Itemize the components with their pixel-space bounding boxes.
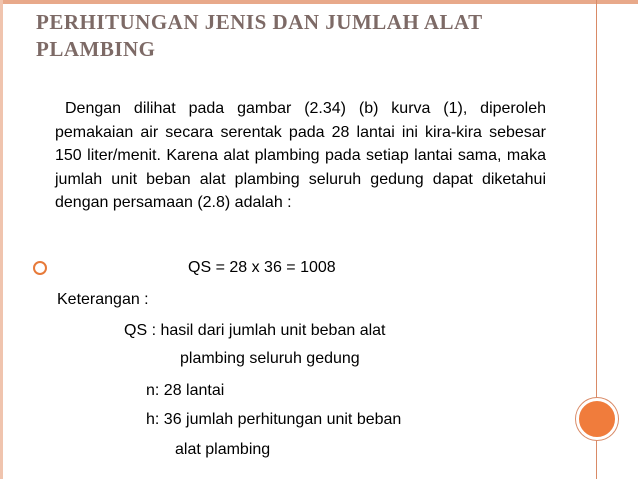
- qs-description: QS : hasil dari jumlah unit beban alat: [124, 322, 386, 339]
- keterangan-label: Keterangan :: [57, 291, 149, 308]
- equation: QS = 28 x 36 = 1008: [188, 259, 336, 276]
- n-description: n: 28 lantai: [146, 382, 225, 399]
- h-description-continued: alat plambing: [175, 441, 271, 458]
- slide-top-border: [0, 0, 638, 4]
- qs-description-continued: plambing seluruh gedung: [180, 350, 360, 367]
- slide-left-border: [0, 0, 3, 479]
- body-paragraph: Dengan dilihat pada gambar (2.34) (b) kurva (1), diperoleh pemakaian air secara serentak pada 28 lantai ini kira-kira sebesar 150 liter/menit. Karena alat plambing pada setiap lantai sama, maka jumlah unit beban alat plambing seluruh gedung dapat diketahui dengan persamaan (2.8) adalah :: [55, 100, 546, 211]
- h-description: h: 36 jumlah perhitungan unit beban: [146, 411, 402, 428]
- slide-title: PERHITUNGAN JENIS DAN JUMLAH ALAT PLAMBING: [36, 10, 483, 61]
- decorative-orange-circle: [576, 398, 618, 440]
- bullet-ring-icon: [33, 261, 47, 275]
